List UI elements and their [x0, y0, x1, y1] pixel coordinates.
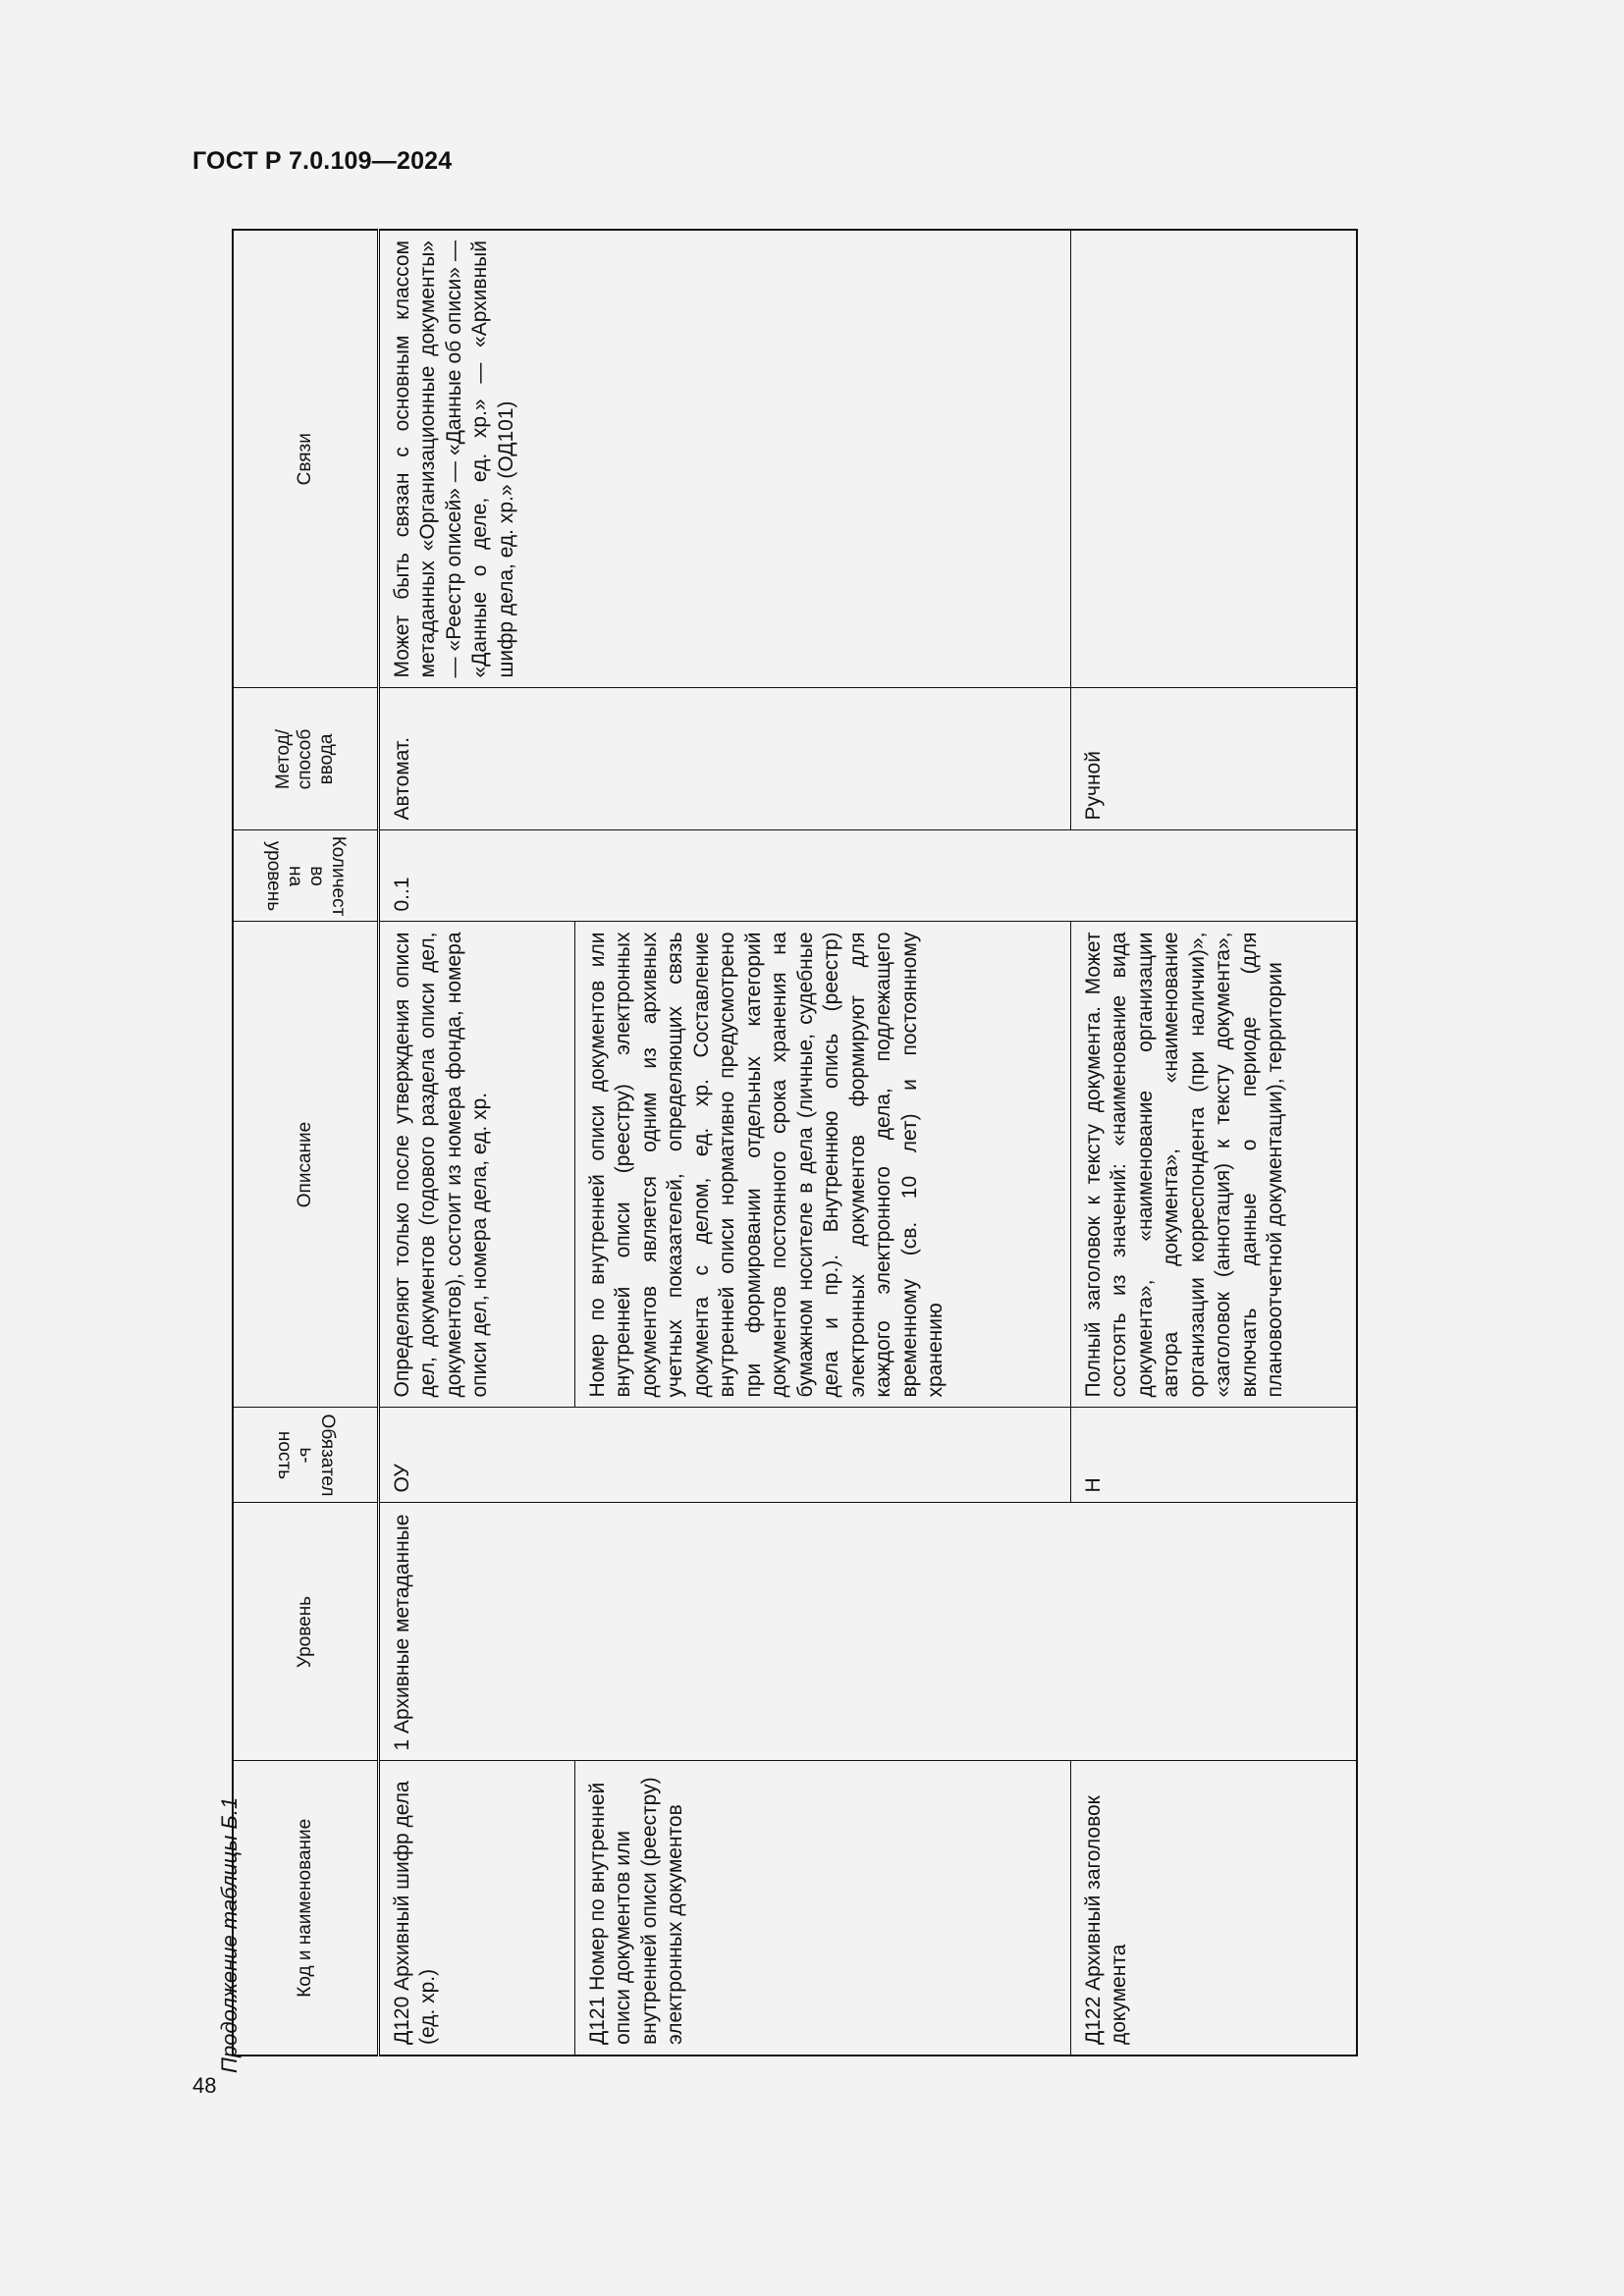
cell-method: Ручной: [1070, 688, 1357, 830]
metadata-table: [232, 229, 1358, 2056]
col-header-level: Уровень: [233, 1503, 378, 1761]
col-header-quantity: Количество на уровень: [233, 830, 378, 922]
col-header-obligation: Обязатель- ность: [233, 1408, 378, 1503]
cell-code: Д121 Номер по внутренней описи документов или внутренней описи (реестру) электронных документов: [574, 1761, 1070, 2056]
cell-method: Автомат.: [378, 688, 1070, 830]
cell-description: Номер по внутренней описи документов или внутренней описи (реестру) электронных документов является одним из архивных учетных показателей, определяющих связь документа с делом, ед. хр. Составление внутренней описи нормативно предусмотрено при формировании отдельных категорий документов постоянного срока хранения на бумажном носителе в дела (личные, судебные дела и пр.). Внутреннюю опись (реестр) электронных документов формируют для каждого электронного дела, подлежащего временному (св. 10 лет) и постоянному хранению: [574, 922, 1070, 1408]
cell-code: Д120 Архивный шифр дела (ед. хр.): [378, 1761, 574, 2056]
cell-code: Д122 Архивный заголовок документа: [1070, 1761, 1357, 2056]
col-header-method: Метод/ способ ввода: [233, 688, 378, 830]
cell-description: Определяют только после утверждения описи дел, документов (годового раздела описи дел, документов), состоит из номера фонда, номера описи дел, номера дела, ед. хр.: [378, 922, 574, 1408]
col-header-description: Описание: [233, 922, 378, 1408]
col-header-links: Связи: [233, 230, 378, 688]
cell-links-empty: [1070, 230, 1357, 688]
table-row: [378, 230, 574, 2056]
table-header-row: [233, 230, 378, 2056]
col-header-code: Код и наименование: [233, 1761, 378, 2056]
cell-obligation: ОУ: [378, 1408, 1070, 1503]
cell-obligation: Н: [1070, 1408, 1357, 1503]
table-row: [1070, 230, 1357, 2056]
table-continuation-caption: Продолжение таблицы Б.1: [217, 1796, 242, 2073]
rotated-table-container: [232, 231, 1358, 2056]
cell-level: 1 Архивные метаданные: [378, 1503, 1357, 1761]
page-number: 48: [192, 2073, 217, 2098]
cell-quantity: 0..1: [378, 830, 1357, 922]
cell-description: Полный заголовок к тексту документа. Может состоять из значений: «наименование вида документа», «наименование организации автора документа», «наименование организации корреспондента (при наличии)», «заголовок (аннотация) к тексту документа», включать данные о периоде (для плановоотчетной документации), территории: [1070, 922, 1357, 1408]
document-header: ГОСТ Р 7.0.109—2024: [192, 147, 453, 175]
cell-links: Может быть связан с основным классом метаданных «Организационные документы» — «Реестр описей» — «Данные об описи» — «Данные о деле, ед. хр.» — «Архивный шифр дела, ед. хр.» (ОД101): [378, 230, 1070, 688]
